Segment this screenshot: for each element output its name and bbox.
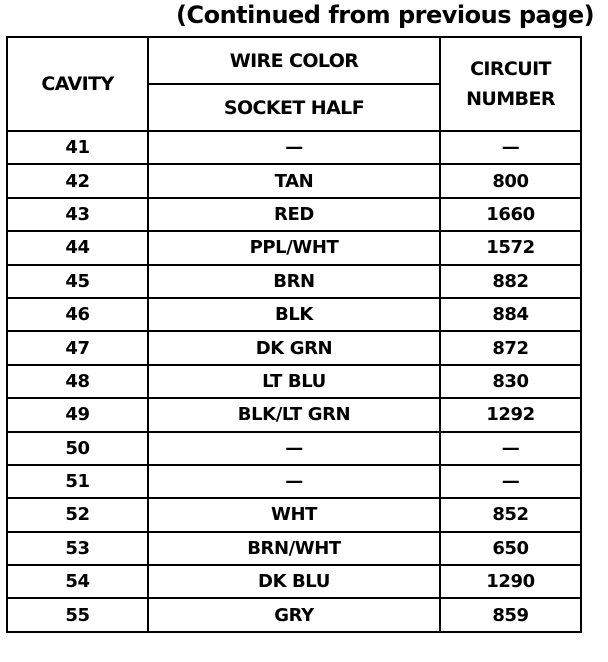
circuit-cell: — xyxy=(440,131,581,164)
circuit-number-header xyxy=(440,37,581,131)
table-row xyxy=(7,365,581,398)
wire-color-cell: LT BLU xyxy=(148,365,440,398)
socket-half-header: SOCKET HALF xyxy=(148,84,440,131)
table-row xyxy=(7,265,581,298)
cavity-header: CAVITY xyxy=(7,37,148,131)
circuit-cell: — xyxy=(440,432,581,465)
circuit-cell: 830 xyxy=(440,365,581,398)
table-row xyxy=(7,131,581,164)
table-row xyxy=(7,565,581,598)
wire-color-cell: TAN xyxy=(148,164,440,197)
cavity-cell: 45 xyxy=(7,265,148,298)
table-row xyxy=(7,164,581,197)
cavity-cell: 49 xyxy=(7,398,148,431)
circuit-cell: 800 xyxy=(440,164,581,197)
circuit-cell: 884 xyxy=(440,298,581,331)
wire-color-cell: GRY xyxy=(148,598,440,631)
cavity-cell: 48 xyxy=(7,365,148,398)
circuit-cell: 650 xyxy=(440,532,581,565)
cavity-cell: 52 xyxy=(7,498,148,531)
continued-note: (Continued from previous page) xyxy=(176,1,595,29)
wire-color-cell: RED xyxy=(148,198,440,231)
table-row xyxy=(7,331,581,364)
header-row-top xyxy=(7,37,581,84)
circuit-header-line2: NUMBER xyxy=(466,88,555,110)
table-row xyxy=(7,398,581,431)
cavity-cell: 55 xyxy=(7,598,148,631)
table-row xyxy=(7,598,581,631)
cavity-cell: 50 xyxy=(7,432,148,465)
circuit-header-line1: CIRCUIT xyxy=(470,58,551,80)
cavity-cell: 47 xyxy=(7,331,148,364)
wire-color-cell: BLK/LT GRN xyxy=(148,398,440,431)
cavity-cell: 51 xyxy=(7,465,148,498)
cavity-cell: 53 xyxy=(7,532,148,565)
wire-color-cell: — xyxy=(148,432,440,465)
wire-color-cell: DK GRN xyxy=(148,331,440,364)
table-row xyxy=(7,432,581,465)
circuit-cell: 1292 xyxy=(440,398,581,431)
cavity-cell: 46 xyxy=(7,298,148,331)
circuit-cell: 1572 xyxy=(440,231,581,264)
circuit-cell: 872 xyxy=(440,331,581,364)
wire-color-cell: BRN xyxy=(148,265,440,298)
wire-color-cell: BLK xyxy=(148,298,440,331)
connector-pinout-table xyxy=(6,36,582,633)
table-row xyxy=(7,498,581,531)
circuit-cell: 882 xyxy=(440,265,581,298)
wire-color-cell: WHT xyxy=(148,498,440,531)
wire-color-cell: PPL/WHT xyxy=(148,231,440,264)
circuit-cell: — xyxy=(440,465,581,498)
table-row xyxy=(7,298,581,331)
cavity-cell: 42 xyxy=(7,164,148,197)
circuit-cell: 859 xyxy=(440,598,581,631)
wire-color-header: WIRE COLOR xyxy=(148,37,440,84)
cavity-cell: 41 xyxy=(7,131,148,164)
table-row xyxy=(7,231,581,264)
wire-color-cell: — xyxy=(148,465,440,498)
cavity-cell: 44 xyxy=(7,231,148,264)
circuit-cell: 1660 xyxy=(440,198,581,231)
wire-color-cell: — xyxy=(148,131,440,164)
cavity-cell: 54 xyxy=(7,565,148,598)
table-row xyxy=(7,532,581,565)
circuit-cell: 1290 xyxy=(440,565,581,598)
wire-color-cell: DK BLU xyxy=(148,565,440,598)
table-row xyxy=(7,465,581,498)
wire-color-cell: BRN/WHT xyxy=(148,532,440,565)
cavity-cell: 43 xyxy=(7,198,148,231)
table-row xyxy=(7,198,581,231)
circuit-cell: 852 xyxy=(440,498,581,531)
